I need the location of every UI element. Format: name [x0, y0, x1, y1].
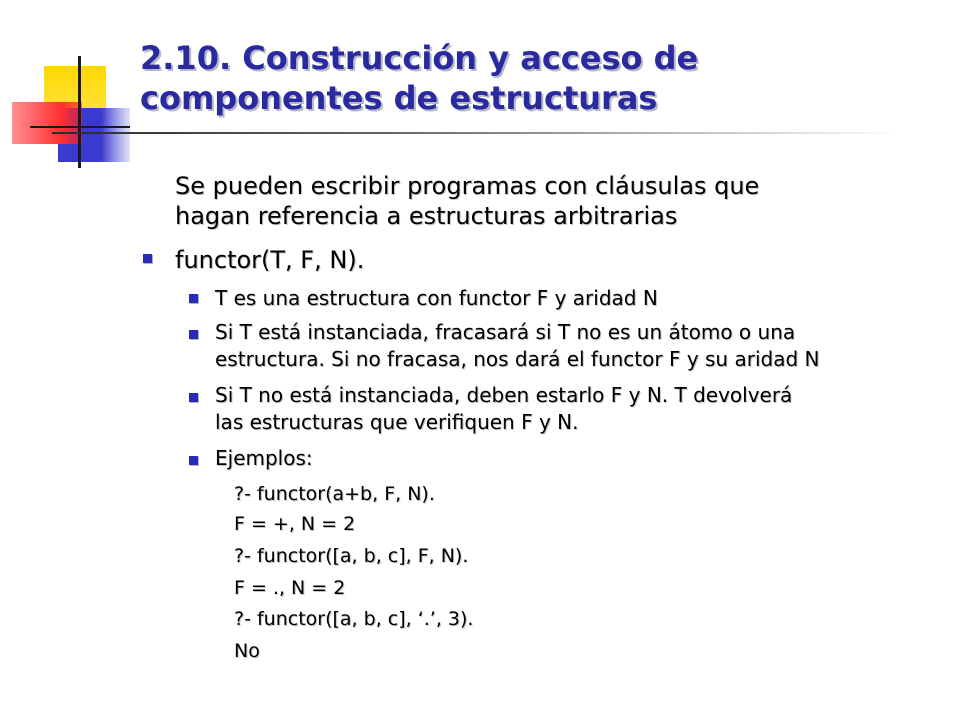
example-line-3: ?- functor([a, b, c], F, N).: [234, 545, 469, 567]
bullet-icon: [189, 456, 198, 465]
intro-text-line-2: hagan referencia a estructuras arbitrarias: [175, 202, 678, 230]
title-line-1: 2.10. Construcción y acceso de: [140, 39, 699, 77]
intro-text-line-1: Se pueden escribir programas con cláusulas que: [175, 172, 760, 200]
example-line-1: ?- functor(a+b, F, N).: [234, 483, 435, 505]
sub-bullet-2-line-2: estructura. Si no fracasa, nos dará el functor F y su aridad N: [215, 347, 820, 371]
bullet-functor-heading: functor(T, F, N).: [175, 246, 365, 274]
bullet-icon: [143, 254, 152, 263]
bullet-icon: [189, 294, 198, 303]
example-line-6: No: [234, 640, 260, 662]
example-line-5: ?- functor([a, b, c], ‘.’, 3).: [234, 608, 474, 630]
sub-bullet-4-text: Ejemplos:: [215, 446, 313, 470]
sub-bullet-2-line-1: Si T está instanciada, fracasará si T no es un átomo o una: [215, 320, 796, 344]
sub-bullet-3-line-1: Si T no está instanciada, deben estarlo F y N. T devolverá: [215, 383, 793, 407]
sub-bullet-1-text: T es una estructura con functor F y aridad N: [215, 286, 658, 310]
example-line-2: F = +, N = 2: [234, 513, 356, 535]
bullet-icon: [189, 393, 198, 402]
example-line-4: F = ., N = 2: [234, 577, 346, 599]
bullet-icon: [189, 330, 198, 339]
sub-bullet-3-line-2: las estructuras que verifiquen F y N.: [215, 410, 579, 434]
title-line-2: componentes de estructuras: [140, 79, 658, 117]
